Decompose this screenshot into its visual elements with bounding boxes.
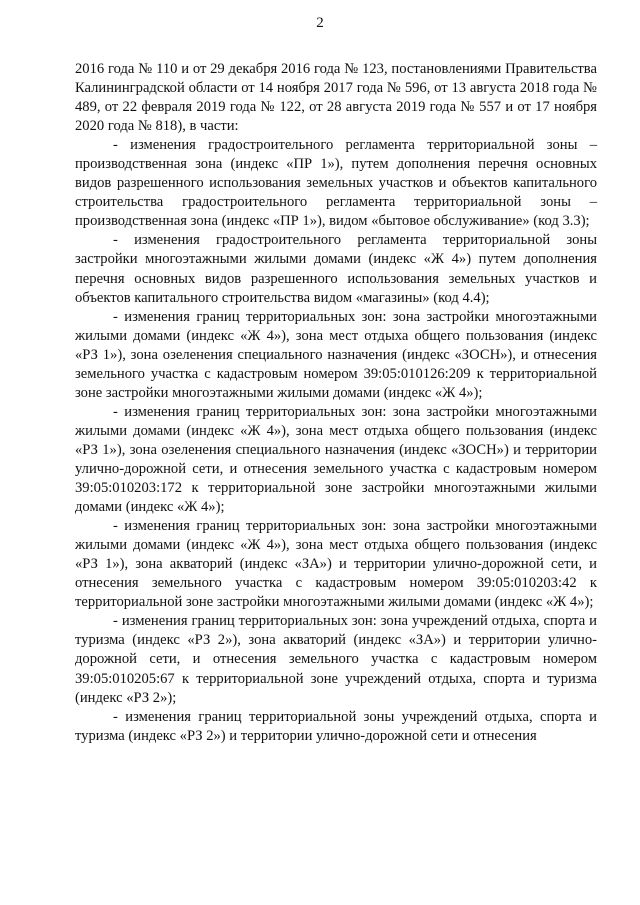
list-item-boundaries-203-42: - изменения границ территориальных зон: зона застройки многоэтажными жилыми домами (индекс «Ж 4»), зона мест отдыха общего пользования (индекс «РЗ 1»), зона акваторий (индекс «ЗА») и территории улично-дорожной сети, и отнесения земельного участка с кадастровым номером 39:05:010203:42 к территориальной зоне застройки многоэтажными жилыми домами (индекс «Ж 4»); [75,518,597,611]
paragraph-continuation: 2016 года № 110 и от 29 декабря 2016 года № 123, постановлениями Правительства Калининградской области от 14 ноября 2017 года № 596, от 13 августа 2018 года № 489, от 22 февраля 2019 года № 122, от 28 августа 2019 года № 557 и от 17 ноября 2020 года № 818), в части: [75,61,597,135]
list-item-regulation-zh4: - изменения градостроительного регламента территориальной зоны застройки многоэтажными жилыми домами (индекс «Ж 4») путем дополнения перечня основных видов разрешенного использования земельных участков и объектов капитального строительства видом «магазины» (код 4.4); [75,232,597,306]
document-body [75,60,597,746]
list-item-regulation-pr1: - изменения градостроительного регламента территориальной зоны – производственная зона (индекс «ПР 1»), путем дополнения перечня основных видов разрешенного использования земельных участков и объектов капитального строительства градостроительного регламента территориальной зоны – производственная зона (индекс «ПР 1»), видом «бытовое обслуживание» (код 3.3); [75,137,597,230]
list-item-boundaries-126-209: - изменения границ территориальных зон: зона застройки многоэтажными жилыми домами (индекс «Ж 4»), зона мест отдыха общего пользования (индекс «РЗ 1»), зона озеленения специального назначения (индекс «ЗОСН»), и отнесения земельного участка с кадастровым номером 39:05:010126:209 к территориальной зоне застройки многоэтажными жилыми домами (индекс «Ж 4»); [75,308,597,401]
page-number: 2 [316,15,324,31]
list-item-boundaries-205-67: - изменения границ территориальных зон: зона учреждений отдыха, спорта и туризма (индекс «РЗ 2»), зона акваторий (индекс «ЗА») и территории улично-дорожной сети, и отнесения земельного участка с кадастровым номером 39:05:010205:67 к территориальной зоне учреждений отдыха, спорта и туризма (индекс «РЗ 2»); [75,613,597,706]
list-item-boundaries-203-172: - изменения границ территориальных зон: зона застройки многоэтажными жилыми домами (индекс «Ж 4»), зона мест отдыха общего пользования (индекс «РЗ 1»), зона озеленения специального назначения (индекс «ЗОСН») и территории улично-дорожной сети, и отнесения земельного участка с кадастровым номером 39:05:010203:172 к территориальной зоне застройки многоэтажными жилыми домами (индекс «Ж 4»); [75,403,597,516]
list-item-boundaries-rz2: - изменения границ территориальной зоны учреждений отдыха, спорта и туризма (индекс «РЗ 2») и территории улично-дорожной сети и отнесения [75,708,597,744]
